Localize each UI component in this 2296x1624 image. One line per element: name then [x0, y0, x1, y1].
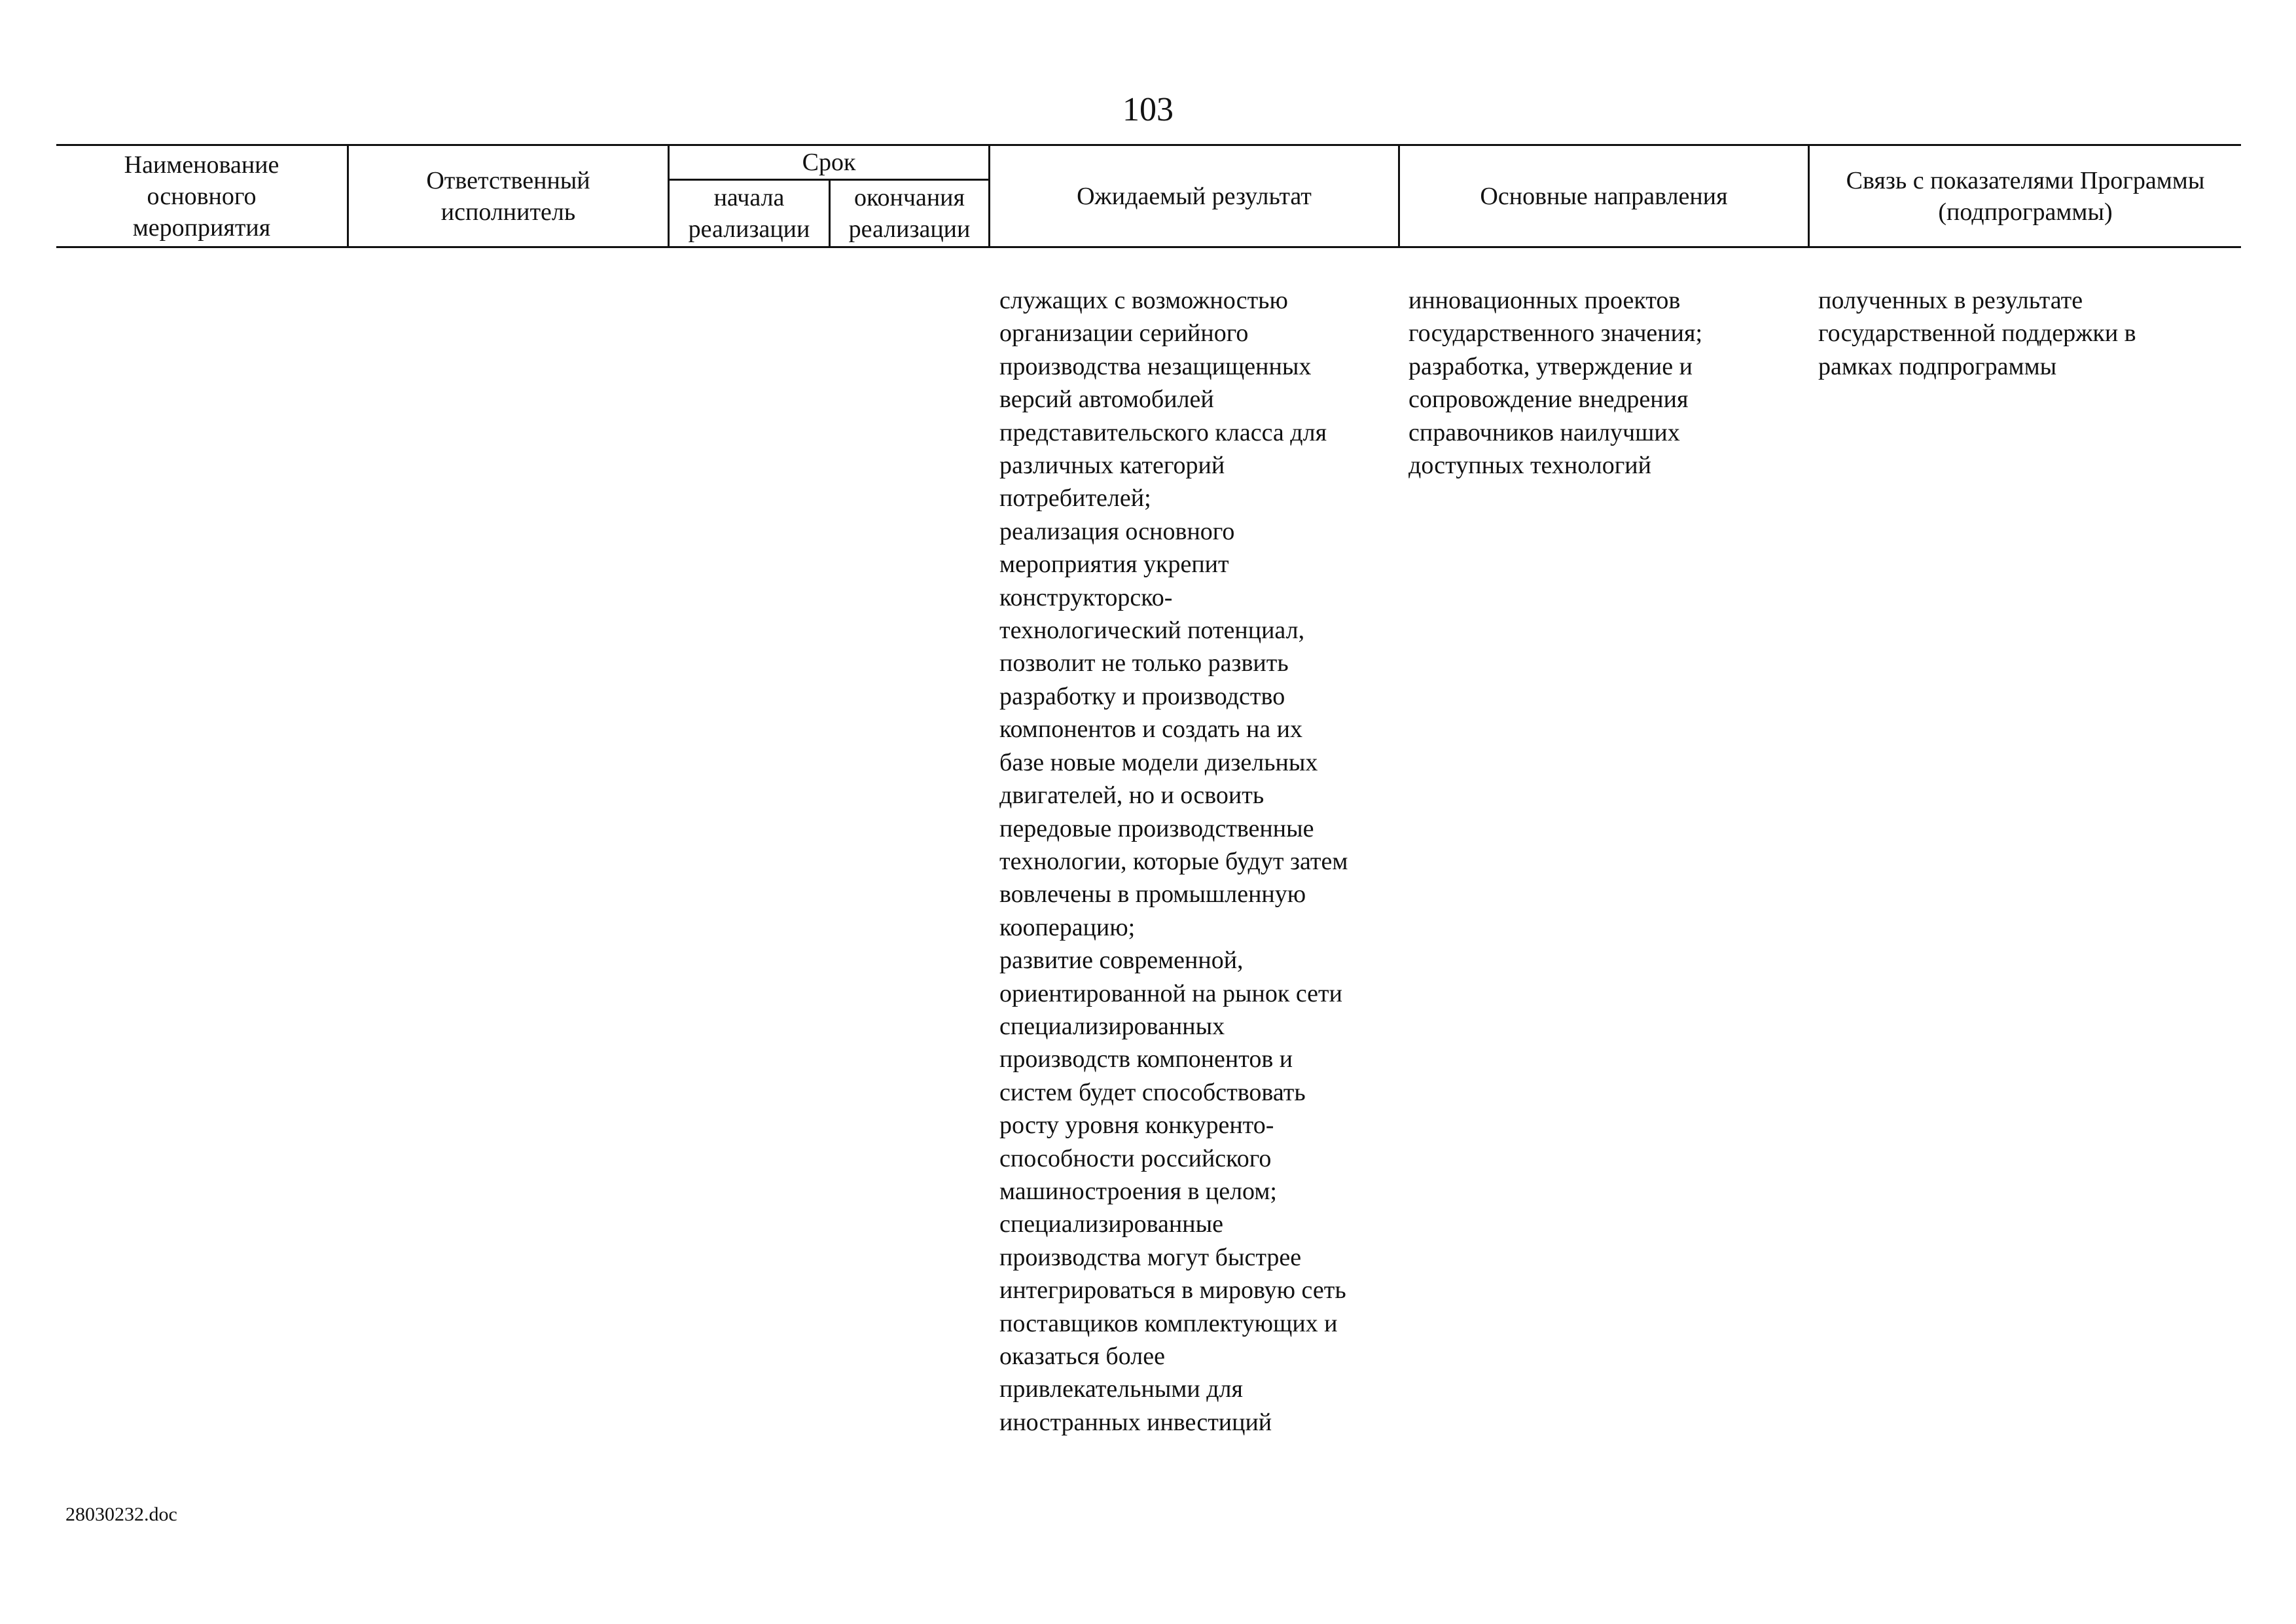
header-term-start [670, 181, 829, 246]
header-term-text: Срок [802, 149, 856, 176]
header-term-end-text: окончания реализации [848, 184, 971, 243]
header-executor-text: Ответственный исполнитель [426, 166, 590, 226]
header-name [56, 146, 347, 246]
header-bottom-border [56, 246, 2241, 248]
header-expected-result-text: Ожидаемый результат [1077, 182, 1312, 210]
header-term [670, 146, 988, 179]
footer-filename: 28030232.doc [65, 1504, 177, 1525]
header-executor [349, 146, 668, 246]
header-main-directions-text: Основные направления [1480, 182, 1728, 210]
header-expected-result [990, 146, 1398, 246]
header-indicators-link-text: Связь с показателями Программы (подпрограммы) [1846, 166, 2205, 226]
header-name-text: Наименование основного мероприятия [124, 151, 279, 242]
cell-main-directions: инновационных проектов государственного значения; разработка, утверждение и сопровождение внедрения справочников наилучших доступных технологий [1408, 287, 1703, 480]
header-main-directions [1400, 146, 1808, 246]
header-term-start-text: начала реализации [688, 184, 810, 243]
cell-expected-result: служащих с возможностью организации серийного производства незащищенных версий автомобилей представительского класса для различных категорий потребителей; реализация основного мероприятия укрепит конструкторско- технологический потенциал, позволит не только развить разработку и производство компонентов и создать на их базе новые модели дизельных двигателей, но и освоить передовые производственные технологии, которые будут затем вовлечены в промышленную кооперацию; развитие современной, ориентированной на рынок сети специализированных производств компонентов и систем будет способствовать росту уровня конкуренто- способности российского машиностроения в целом; специализированные производства могут быстрее интегрироваться в мировую сеть поставщиков комплектующих и оказаться более привлекательными для иностранных инвестиций [999, 287, 1348, 1436]
page-number: 103 [1122, 91, 1174, 128]
cell-indicators-link: полученных в результате государственной поддержки в рамках подпрограммы [1818, 287, 2136, 380]
header-term-end [831, 181, 988, 246]
header-indicators-link [1810, 146, 2241, 246]
